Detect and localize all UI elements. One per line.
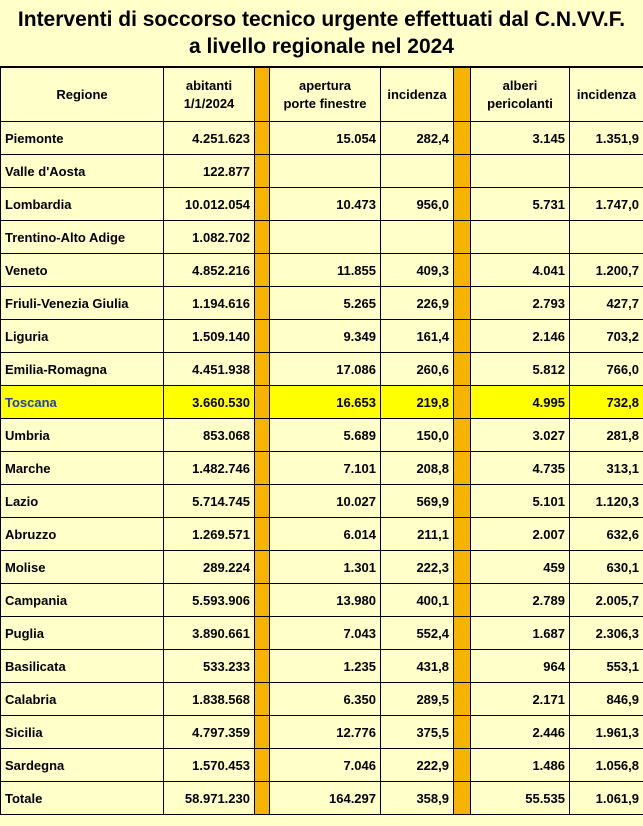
column-separator [255,353,270,386]
header-row [1,68,643,122]
column-separator [255,320,270,353]
table-row [1,254,643,287]
header-incidenza-alberi: incidenza [570,68,643,122]
header-alberi [471,68,570,122]
incidenza-apertura-cell: 208,8 [381,452,454,485]
apertura-cell: 5.689 [270,419,381,452]
table-row [1,485,643,518]
incidenza-apertura-cell: 226,9 [381,287,454,320]
apertura-cell: 6.350 [270,683,381,716]
incidenza-apertura-cell: 956,0 [381,188,454,221]
column-separator [255,188,270,221]
column-separator [255,749,270,782]
incidenza-apertura-cell: 375,5 [381,716,454,749]
abitanti-cell: 289.224 [164,551,255,584]
region-cell: Friuli-Venezia Giulia [1,287,164,320]
header-apertura-line-1: apertura [298,77,352,93]
alberi-cell [471,221,570,254]
header-abitanti-line-2: 1/1/2024 [183,95,235,111]
table-row [1,518,643,551]
incidenza-apertura-cell: 409,3 [381,254,454,287]
region-cell: Calabria [1,683,164,716]
table-row [1,386,643,419]
abitanti-cell: 122.877 [164,155,255,188]
column-separator [255,518,270,551]
table-row [1,551,643,584]
table-row [1,452,643,485]
table-row [1,188,643,221]
region-cell: Emilia-Romagna [1,353,164,386]
apertura-cell: 164.297 [270,782,381,815]
header-apertura [270,68,381,122]
column-separator [255,221,270,254]
column-separator [255,287,270,320]
alberi-cell: 1.486 [471,749,570,782]
table-title [0,0,643,67]
abitanti-cell: 58.971.230 [164,782,255,815]
alberi-cell: 964 [471,650,570,683]
header-incidenza-apertura: incidenza [381,68,454,122]
apertura-cell: 16.653 [270,386,381,419]
apertura-cell: 7.101 [270,452,381,485]
region-cell: Lombardia [1,188,164,221]
abitanti-cell: 1.838.568 [164,683,255,716]
apertura-cell: 1.235 [270,650,381,683]
alberi-cell: 2.146 [471,320,570,353]
apertura-cell: 13.980 [270,584,381,617]
alberi-cell: 3.027 [471,419,570,452]
incidenza-alberi-cell: 553,1 [570,650,643,683]
alberi-cell: 5.731 [471,188,570,221]
apertura-cell: 6.014 [270,518,381,551]
column-separator [255,683,270,716]
incidenza-alberi-cell: 630,1 [570,551,643,584]
title-line-1: Interventi di soccorso tecnico urgente effettuati dal C.N.VV.F. [17,8,626,31]
abitanti-cell: 1.269.571 [164,518,255,551]
table-row [1,320,643,353]
region-cell: Sardegna [1,749,164,782]
apertura-cell: 12.776 [270,716,381,749]
column-separator [255,68,270,122]
incidenza-apertura-cell: 569,9 [381,485,454,518]
column-separator [454,650,471,683]
column-separator [255,551,270,584]
incidenza-apertura-cell: 222,9 [381,749,454,782]
column-separator [255,386,270,419]
column-separator [454,782,471,815]
region-cell: Piemonte [1,122,164,155]
incidenza-alberi-cell: 281,8 [570,419,643,452]
incidenza-alberi-cell: 2.306,3 [570,617,643,650]
alberi-cell: 55.535 [471,782,570,815]
alberi-cell: 4.735 [471,452,570,485]
incidenza-apertura-cell: 161,4 [381,320,454,353]
incidenza-alberi-cell: 1.351,9 [570,122,643,155]
incidenza-apertura-cell: 289,5 [381,683,454,716]
title-line-2: a livello regionale nel 2024 [189,35,454,58]
apertura-cell [270,155,381,188]
region-cell: Basilicata [1,650,164,683]
table-row [1,683,643,716]
alberi-cell: 459 [471,551,570,584]
region-cell: Veneto [1,254,164,287]
apertura-cell [270,221,381,254]
incidenza-apertura-cell: 150,0 [381,419,454,452]
header-alberi-line-2: pericolanti [487,95,553,111]
column-separator [255,617,270,650]
incidenza-alberi-cell: 1.120,3 [570,485,643,518]
column-separator [454,287,471,320]
column-separator [454,320,471,353]
apertura-cell: 11.855 [270,254,381,287]
incidenza-apertura-cell: 431,8 [381,650,454,683]
header-regione: Regione [1,68,164,122]
apertura-cell: 10.473 [270,188,381,221]
abitanti-cell: 3.660.530 [164,386,255,419]
column-separator [454,716,471,749]
abitanti-cell: 533.233 [164,650,255,683]
region-cell: Campania [1,584,164,617]
table-row [1,287,643,320]
total-row [1,782,643,815]
region-cell: Valle d'Aosta [1,155,164,188]
column-separator [454,419,471,452]
table-row [1,716,643,749]
incidenza-apertura-cell: 211,1 [381,518,454,551]
header-apertura-line-2: porte finestre [283,95,367,111]
column-separator [454,749,471,782]
apertura-cell: 7.043 [270,617,381,650]
column-separator [454,122,471,155]
regional-interventions-table [0,67,643,815]
apertura-cell: 7.046 [270,749,381,782]
region-cell: Lazio [1,485,164,518]
alberi-cell: 2.171 [471,683,570,716]
header-abitanti-line-1: abitanti [185,77,233,93]
apertura-cell: 9.349 [270,320,381,353]
incidenza-alberi-cell: 1.200,7 [570,254,643,287]
incidenza-alberi-cell [570,155,643,188]
alberi-cell: 2.789 [471,584,570,617]
column-separator [454,221,471,254]
column-separator [255,452,270,485]
abitanti-cell: 1.509.140 [164,320,255,353]
region-cell: Totale [1,782,164,815]
incidenza-apertura-cell: 260,6 [381,353,454,386]
alberi-cell: 3.145 [471,122,570,155]
abitanti-cell: 10.012.054 [164,188,255,221]
region-cell: Abruzzo [1,518,164,551]
table-row [1,650,643,683]
column-separator [454,188,471,221]
incidenza-alberi-cell: 313,1 [570,452,643,485]
abitanti-cell: 1.482.746 [164,452,255,485]
column-separator [454,254,471,287]
incidenza-alberi-cell: 703,2 [570,320,643,353]
column-separator [255,254,270,287]
alberi-cell: 5.101 [471,485,570,518]
abitanti-cell: 853.068 [164,419,255,452]
column-separator [255,584,270,617]
abitanti-cell: 1.082.702 [164,221,255,254]
alberi-cell: 2.446 [471,716,570,749]
incidenza-alberi-cell: 427,7 [570,287,643,320]
incidenza-alberi-cell: 1.961,3 [570,716,643,749]
column-separator [454,68,471,122]
column-separator [255,485,270,518]
column-separator [454,452,471,485]
abitanti-cell: 5.714.745 [164,485,255,518]
table-row [1,221,643,254]
region-cell: Marche [1,452,164,485]
alberi-cell: 4.995 [471,386,570,419]
column-separator [454,683,471,716]
table-row [1,584,643,617]
column-separator [454,485,471,518]
column-separator [255,716,270,749]
region-cell: Puglia [1,617,164,650]
incidenza-alberi-cell: 1.747,0 [570,188,643,221]
alberi-cell: 1.687 [471,617,570,650]
column-separator [454,353,471,386]
apertura-cell: 1.301 [270,551,381,584]
abitanti-cell: 4.451.938 [164,353,255,386]
column-separator [454,155,471,188]
region-cell: Trentino-Alto Adige [1,221,164,254]
abitanti-cell: 1.570.453 [164,749,255,782]
apertura-cell: 17.086 [270,353,381,386]
apertura-cell: 10.027 [270,485,381,518]
apertura-cell: 15.054 [270,122,381,155]
incidenza-apertura-cell: 552,4 [381,617,454,650]
column-separator [255,419,270,452]
incidenza-apertura-cell: 282,4 [381,122,454,155]
alberi-cell: 5.812 [471,353,570,386]
incidenza-alberi-cell: 1.056,8 [570,749,643,782]
incidenza-alberi-cell: 2.005,7 [570,584,643,617]
incidenza-alberi-cell [570,221,643,254]
incidenza-alberi-cell: 766,0 [570,353,643,386]
table-row [1,122,643,155]
incidenza-alberi-cell: 732,8 [570,386,643,419]
region-cell: Sicilia [1,716,164,749]
alberi-cell [471,155,570,188]
region-cell: Umbria [1,419,164,452]
column-separator [255,650,270,683]
incidenza-apertura-cell [381,155,454,188]
alberi-cell: 2.793 [471,287,570,320]
column-separator [454,518,471,551]
column-separator [454,584,471,617]
column-separator [255,782,270,815]
table-row [1,749,643,782]
alberi-cell: 4.041 [471,254,570,287]
abitanti-cell: 4.251.623 [164,122,255,155]
incidenza-alberi-cell: 632,6 [570,518,643,551]
table-row [1,353,643,386]
table-row [1,155,643,188]
column-separator [255,122,270,155]
incidenza-apertura-cell: 219,8 [381,386,454,419]
alberi-cell: 2.007 [471,518,570,551]
incidenza-apertura-cell: 222,3 [381,551,454,584]
abitanti-cell: 4.852.216 [164,254,255,287]
column-separator [454,617,471,650]
header-alberi-line-1: alberi [502,77,538,93]
table-row [1,617,643,650]
region-cell: Toscana [1,386,164,419]
incidenza-apertura-cell [381,221,454,254]
incidenza-apertura-cell: 358,9 [381,782,454,815]
column-separator [454,551,471,584]
abitanti-cell: 3.890.661 [164,617,255,650]
incidenza-alberi-cell: 1.061,9 [570,782,643,815]
header-abitanti [164,68,255,122]
abitanti-cell: 4.797.359 [164,716,255,749]
abitanti-cell: 5.593.906 [164,584,255,617]
column-separator [454,386,471,419]
region-cell: Molise [1,551,164,584]
apertura-cell: 5.265 [270,287,381,320]
table-row [1,419,643,452]
region-cell: Liguria [1,320,164,353]
incidenza-alberi-cell: 846,9 [570,683,643,716]
incidenza-apertura-cell: 400,1 [381,584,454,617]
column-separator [255,155,270,188]
abitanti-cell: 1.194.616 [164,287,255,320]
